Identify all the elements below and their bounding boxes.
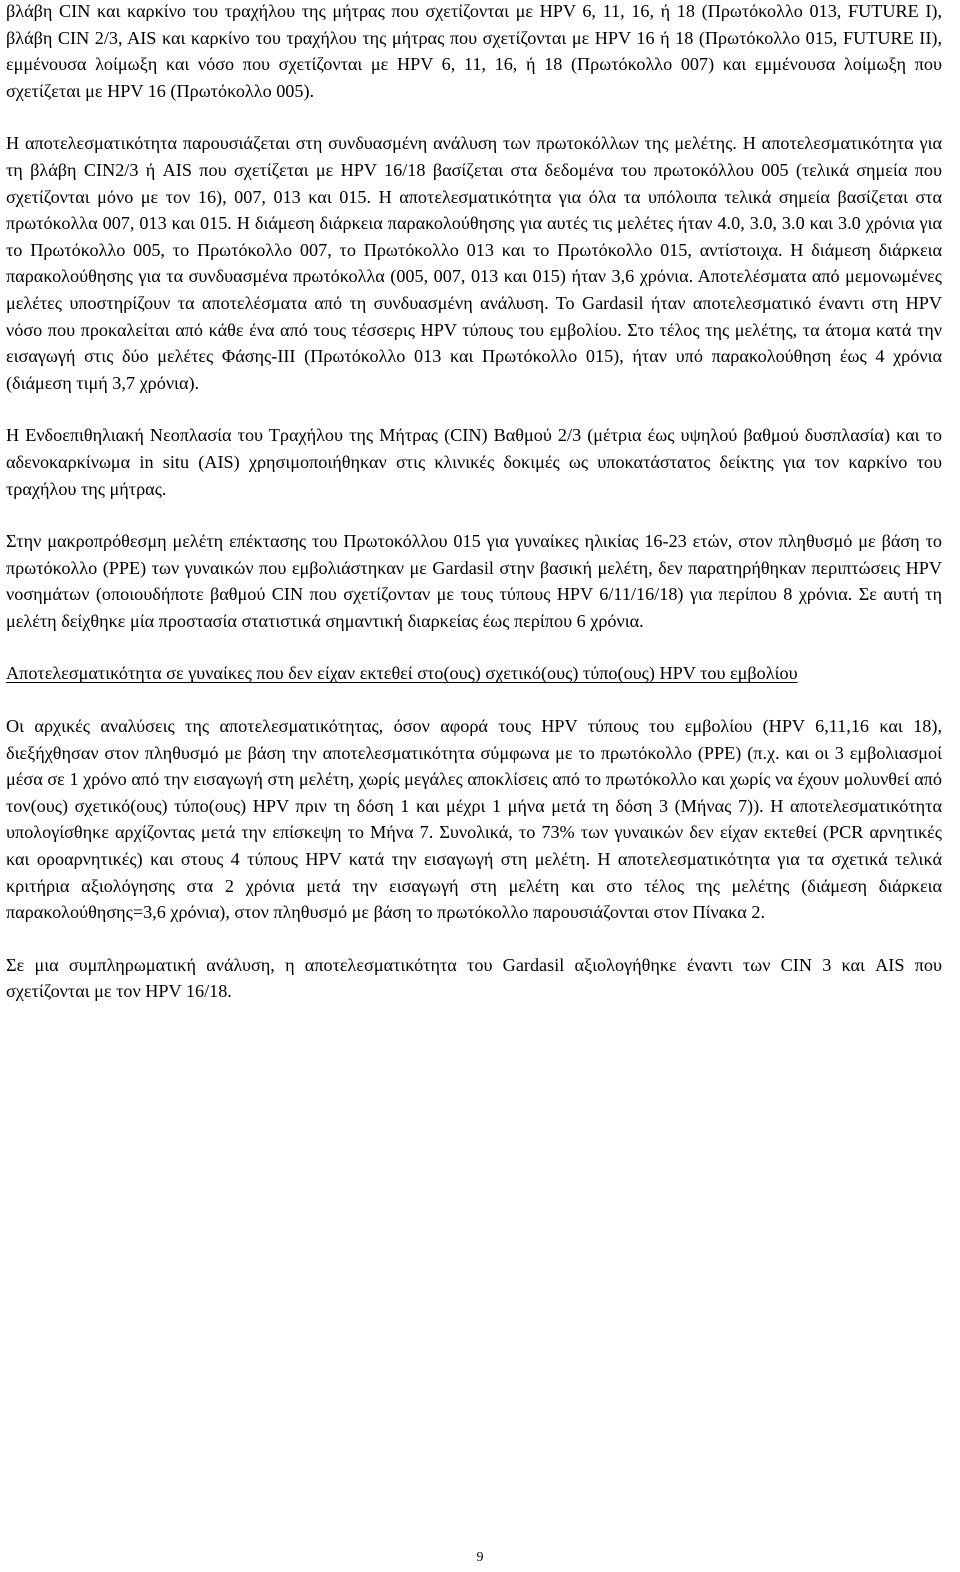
paragraph-combined-analysis: Η αποτελεσματικότητα παρουσιάζεται στη συνδυασμένη ανάλυση των πρωτοκόλλων της μελέτης. Η αποτελεσματικότητα για τη βλάβη CIN2/3 ή AIS που σχετίζεται με HPV 16/18 βασίζεται στα δεδομένα του πρωτοκόλλου 005 (τελικά σημεία που σχετίζονται μόνο με τον 16), 007, 013 και 015. Η αποτελεσματικότητα για όλα τα υπόλοιπα τελικά σημεία βασίζεται στα πρωτόκολλα 007, 013 και 015. Η διάμεση διάρκεια παρακολούθησης για αυτές τις μελέτες ήταν 4.0, 3.0, 3.0 και 3.0 χρόνια για το Πρωτόκολλο 005, το Πρωτόκολλο 007, το Πρωτόκολλο 013 και το Πρωτόκολλο 015, αντίστοιχα. Η διάμεση διάρκεια παρακολούθησης για τα συνδυασμένα πρωτόκολλα (005, 007, 013 και 015) ήταν 3,6 χρόνια. Αποτελέσματα από μεμονωμένες μελέτες υποστηρίζουν τα αποτελέσματα από τη συνδυασμένη ανάλυση. Το Gardasil ήταν αποτελεσματικό έναντι στη HPV νόσο που προκαλείται από κάθε ένα από τους τέσσερις HPV τύπους του εμβολίου. Στο τέλος της μελέτης, τα άτομα κατά την εισαγωγή στις δύο μελέτες Φάσης-III (Πρωτόκολλο 013 και Πρωτόκολλο 015), ήταν υπό παρακολούθηση έως 4 χρόνια (διάμεση τιμή 3,7 χρόνια). <box>6 133 942 393</box>
paragraph-supplementary-analysis: Σε μια συμπληρωματική ανάλυση, η αποτελεσματικότητα του Gardasil αξιολογήθηκε έναντι των CIN 3 και AIS που σχετίζονται με τον HPV 16/18. <box>6 954 942 1002</box>
paragraph-long-term-extension: Στην μακροπρόθεσμη μελέτη επέκτασης του Πρωτοκόλλου 015 για γυναίκες ηλικίας 16-23 ετών, στον πληθυσμό με βάση το πρωτόκολλο (PPE) των γυναικών που εμβολιάστηκαν με Gardasil στην βασική μελέτη, δεν παρατηρήθηκαν περιπτώσεις HPV νοσημάτων (οποιουδήποτε βαθμού CIN που σχετίζονταν με τους τύπους HPV 6/11/16/18) για περίπου 8 χρόνια. Σε αυτή τη μελέτη δείχθηκε μία προστασία στατιστικά σημαντική διαρκείας έως περίπου 6 χρόνια. <box>6 531 942 631</box>
paragraph-protocols-endpoints: βλάβη CIN και καρκίνο του τραχήλου της μήτρας που σχετίζονται με HPV 6, 11, 16, ή 18 (Πρωτόκολλο 013, FUTURE I), βλάβη CIN 2/3, AIS και καρκίνο του τραχήλου της μήτρας που σχετίζονται με HPV 16 ή 18 (Πρωτόκολλο 015, FUTURE II), εμμένουσα λοίμωξη και νόσο που σχετίζονται με HPV 6, 11, 16, ή 18 (Πρωτόκολλο 007) και εμμένουσα λοίμωξη που σχετίζεται με HPV 16 (Πρωτόκολλο 005). <box>6 1 943 101</box>
paragraph-initial-analyses: Οι αρχικές αναλύσεις της αποτελεσματικότητας, όσον αφορά τους HPV τύπους του εμβολίου (HPV 6,11,16 και 18), διεξήχθησαν στον πληθυσμό με βάση την αποτελεσματικότητα σύμφωνα με το πρωτόκολλο (PPE) (π.χ. και οι 3 εμβολιασμοί μέσα σε 1 χρόνο από την εισαγωγή στη μελέτη, χωρίς μεγάλες αποκλίσεις από το πρωτόκολλο και χωρίς να έχουν μολυνθεί από τον(ους) σχετικό(ους) τύπο(ους) HPV πριν τη δόση 1 και μέχρι 1 μήνα μετά τη δόση 3 (Μήνας 7)). Η αποτελεσματικότητα υπολογίσθηκε αρχίζοντας μετά την επίσκεψη το Μήνα 7. Συνολικά, το 73% των γυναικών δεν είχαν εκτεθεί (PCR αρνητικές και οροαρνητικές) και στους 4 τύπους HPV κατά την εισαγωγή στη μελέτη. Η αποτελεσματικότητα για τα σχετικά τελικά κριτήρια αξιολόγησης στα 2 χρόνια μετά την εισαγωγή στη μελέτη και στο τέλος της μελέτης (διάμεση διάρκεια παρακολούθησης=3,6 χρόνια), στον πληθυσμό με βάση το πρωτόκολλο παρουσιάζονται στον Πίνακα 2. <box>6 716 942 923</box>
paragraph-cin-surrogate-marker: Η Ενδοεπιθηλιακή Νεοπλασία του Τραχήλου της Μήτρας (CIN) Βαθμού 2/3 (μέτρια έως υψηλού βαθμού δυσπλασία) και το αδενοκαρκίνωμα in situ (AIS) χρησιμοποιήθηκαν στις κλινικές δοκιμές ως υποκατάστατος δείκτης για τον καρκίνο του τραχήλου της μήτρας. <box>6 425 942 499</box>
document-page <box>6 0 942 1005</box>
section-heading-efficacy-naive: Αποτελεσματικότητα σε γυναίκες που δεν είχαν εκτεθεί στο(ους) σχετικό(ους) τύπο(ους) HPV του εμβολίου <box>6 663 798 684</box>
page-number: 9 <box>476 1550 484 1565</box>
